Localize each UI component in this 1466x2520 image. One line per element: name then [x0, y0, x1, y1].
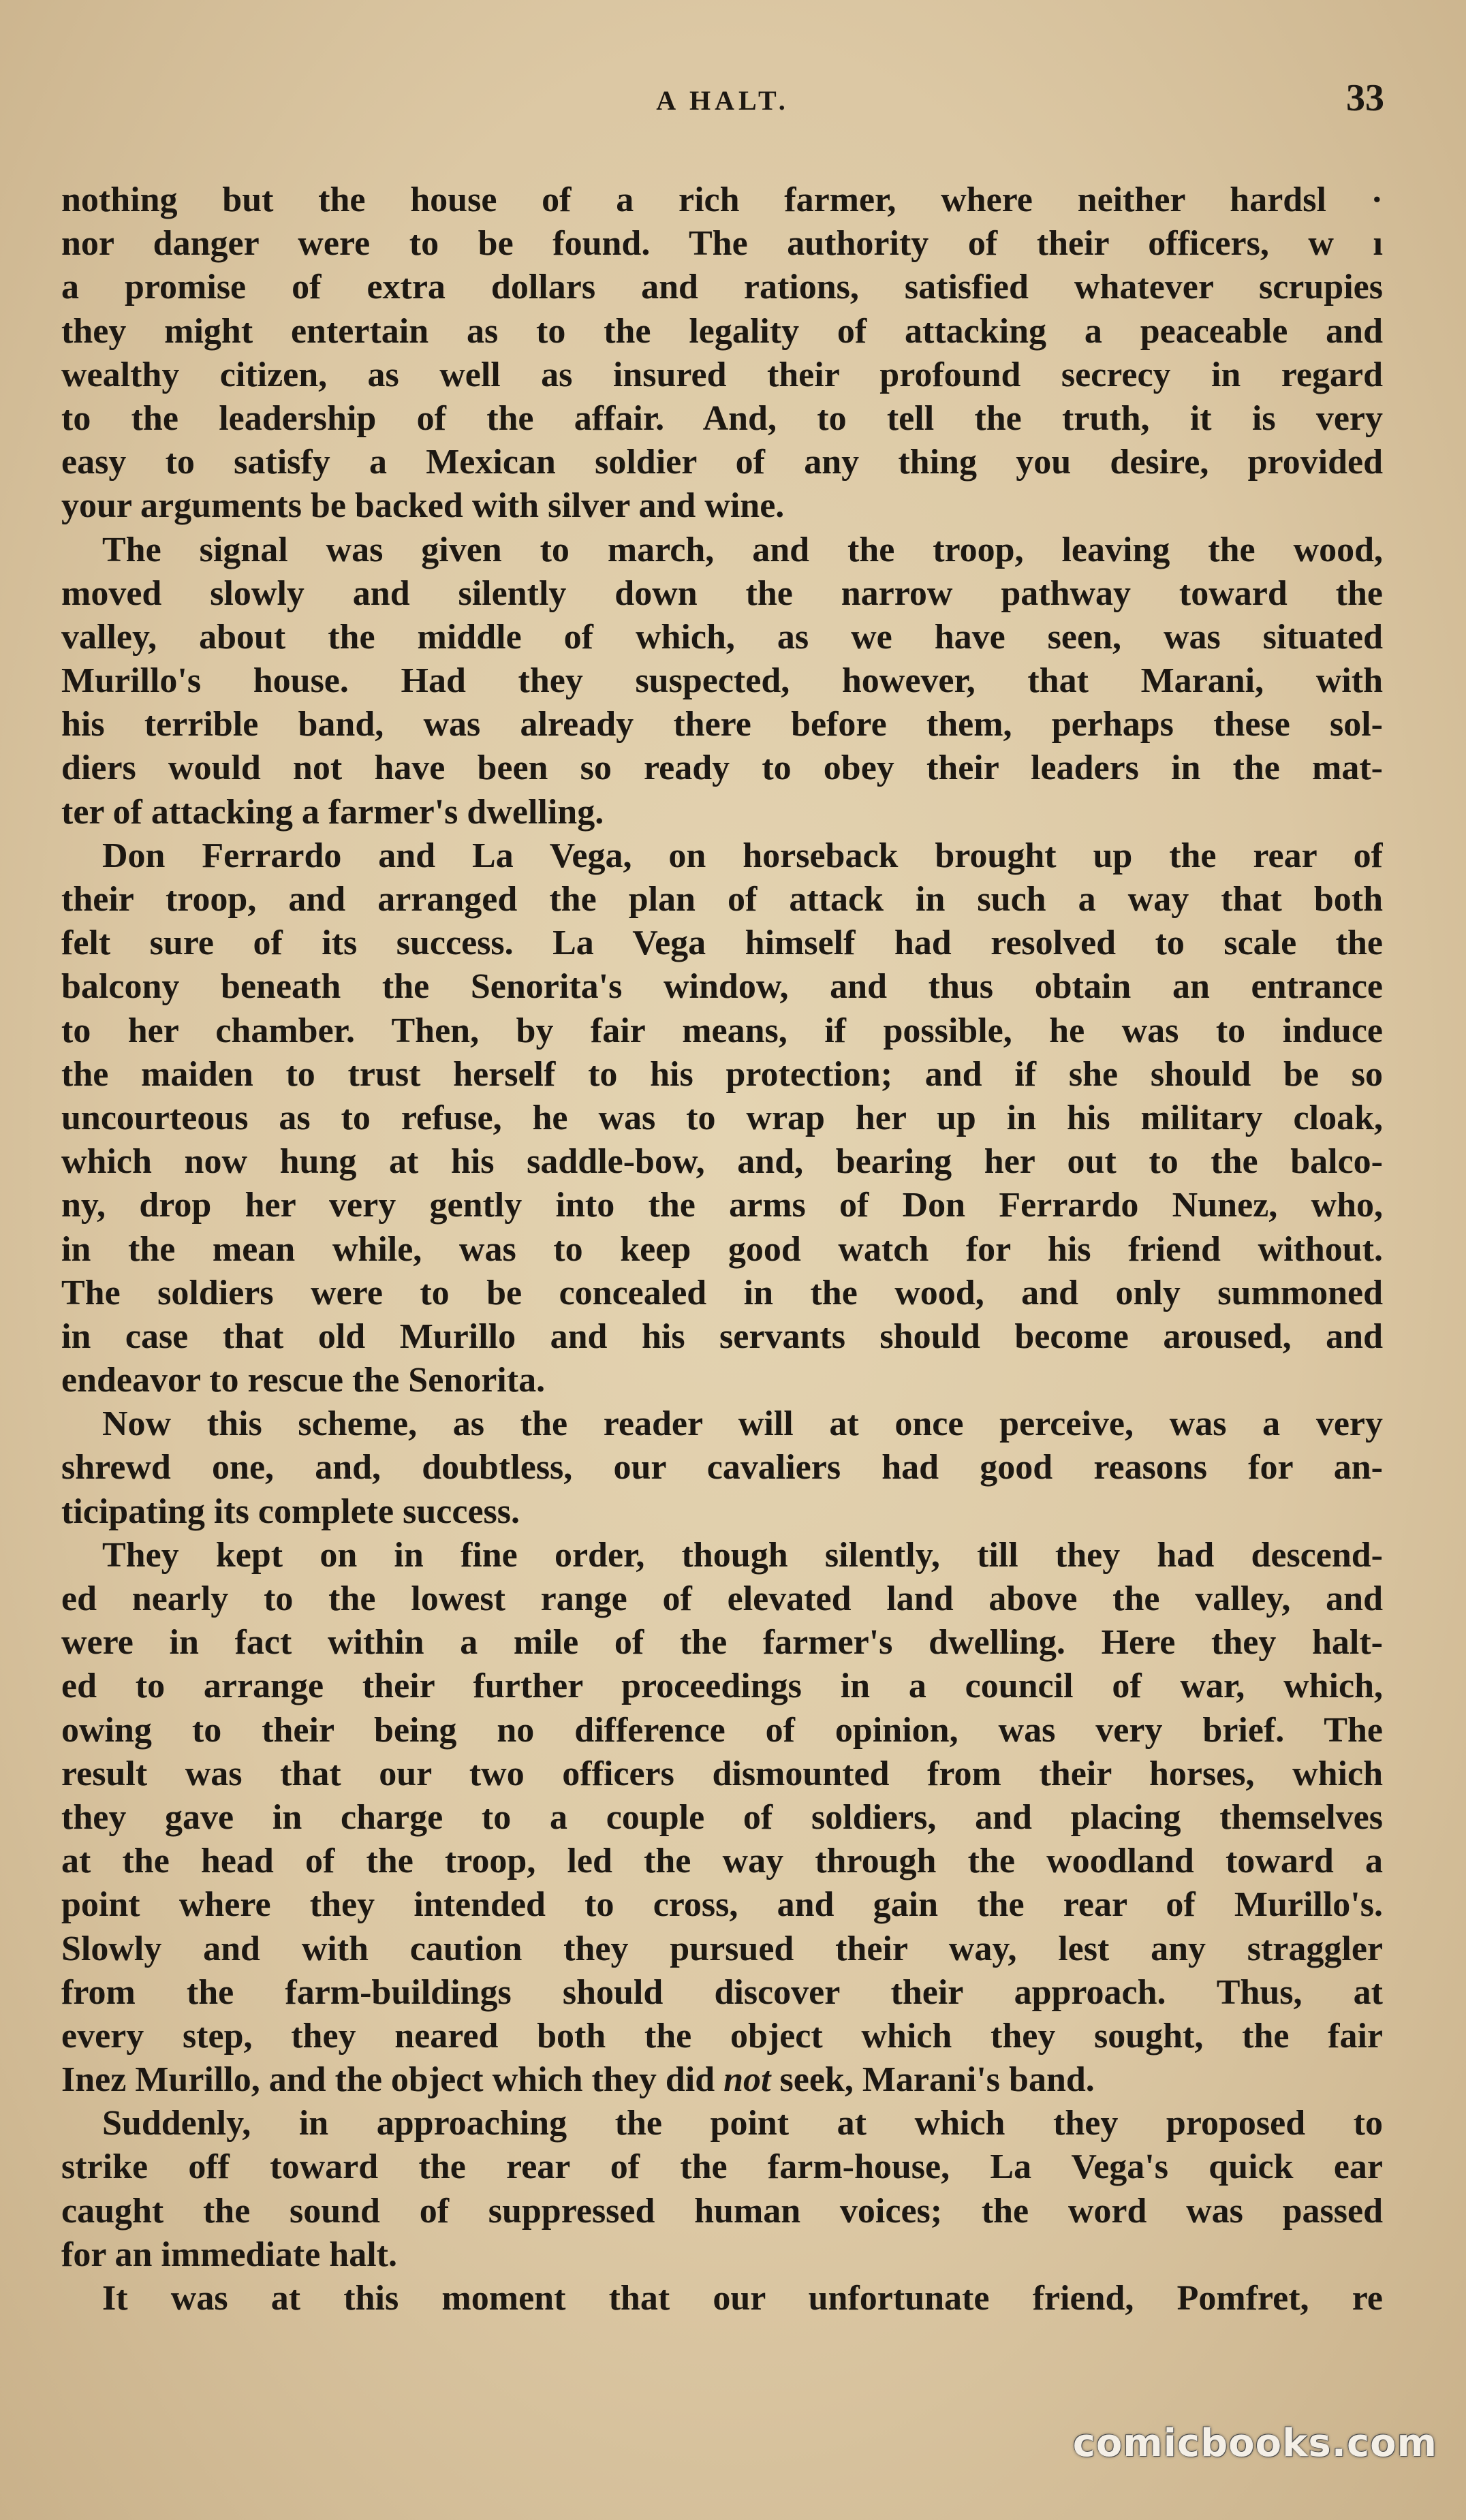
- text-line: Now this scheme, as the reader will at once perceive, was a very: [102, 1404, 1383, 1444]
- text-line: wealthy citizen, as well as insured their profound secrecy in regard: [61, 355, 1383, 394]
- text-line: ticipating its complete success.: [61, 1492, 520, 1531]
- text-line: every step, they neared both the object which they sought, the fair: [61, 2016, 1383, 2056]
- text-line: which now hung at his saddle-bow, and, bearing her out to the balco-: [61, 1142, 1383, 1182]
- text-line: valley, about the middle of which, as we have seen, was situated: [61, 617, 1383, 657]
- running-title: A HALT.: [656, 85, 790, 116]
- text-line: uncourteous as to refuse, he was to wrap her up in his military cloak,: [61, 1098, 1383, 1137]
- text-line: Suddenly, in approaching the point at which they proposed to: [102, 2104, 1383, 2143]
- text-line: felt sure of its success. La Vega himself had resolved to scale the: [61, 924, 1383, 963]
- text-line: They kept on in fine order, though silently, till they had descend-: [102, 1535, 1383, 1575]
- text-line: nothing but the house of a rich farmer, where neither hardsl ·: [61, 180, 1383, 219]
- text-line: Slowly and with caution they pursued their way, lest any straggler: [61, 1929, 1383, 1968]
- body-text: [61, 178, 1383, 2320]
- text-line: strike off toward the rear of the farm-house, La Vega's quick ear: [61, 2147, 1383, 2187]
- text-line: ter of attacking a farmer's dwelling.: [61, 792, 604, 832]
- text-line: The soldiers were to be concealed in the wood, and only summoned: [61, 1273, 1383, 1312]
- text-line: the maiden to trust herself to his protection; and if she should be so: [61, 1054, 1383, 1094]
- text-line: point where they intended to cross, and gain the rear of Murillo's.: [61, 1885, 1383, 1925]
- text-line: a promise of extra dollars and rations, satisfied whatever scrupies: [61, 268, 1383, 307]
- text-line: to her chamber. Then, by fair means, if possible, he was to induce: [61, 1011, 1383, 1050]
- watermark: comicbooks.com: [1072, 2421, 1437, 2466]
- text-line: ny, drop her very gently into the arms of Don Ferrardo Nunez, who,: [61, 1186, 1383, 1225]
- text-line: The signal was given to march, and the troop, leaving the wood,: [102, 530, 1383, 569]
- text-line: shrewd one, and, doubtless, our cavaliers had good reasons for an-: [61, 1448, 1383, 1487]
- text-line: owing to their being no difference of opinion, was very brief. The: [61, 1710, 1383, 1750]
- text-line: endeavor to rescue the Senorita.: [61, 1361, 546, 1400]
- text-line: easy to satisfy a Mexican soldier of any thing you desire, provided: [61, 443, 1383, 482]
- text-line: they gave in charge to a couple of soldiers, and placing themselves: [61, 1797, 1383, 1837]
- text-line: your arguments be backed with silver and wine.: [61, 486, 785, 526]
- text-line: Inez Murillo, and the object which they did not seek, Marani's band.: [61, 2060, 1095, 2100]
- text-line: result was that our two officers dismounted from their horses, which: [61, 1754, 1383, 1793]
- text-line: nor danger were to be found. The authority of their officers, w ı: [61, 224, 1383, 264]
- text-line: his terrible band, was already there before them, perhaps these sol-: [61, 705, 1383, 744]
- text-line: caught the sound of suppressed human voices; the word was passed: [61, 2191, 1383, 2231]
- text-line: moved slowly and silently down the narrow pathway toward the: [61, 573, 1383, 613]
- text-line: in the mean while, was to keep good watch for his friend without.: [61, 1229, 1383, 1269]
- text-line: Don Ferrardo and La Vega, on horseback brought up the rear of: [102, 836, 1383, 875]
- text-line: diers would not have been so ready to obey their leaders in the mat-: [61, 749, 1383, 788]
- text-line: they might entertain as to the legality of attacking a peaceable and: [61, 311, 1383, 351]
- text-line: ed nearly to the lowest range of elevated land above the valley, and: [61, 1579, 1383, 1618]
- text-line: ed to arrange their further proceedings in a council of war, which,: [61, 1667, 1383, 1706]
- text-line: balcony beneath the Senorita's window, and thus obtain an entrance: [61, 967, 1383, 1007]
- text-line: Murillo's house. Had they suspected, however, that Marani, with: [61, 661, 1383, 701]
- running-head: [61, 76, 1384, 124]
- text-line: for an immediate halt.: [61, 2235, 397, 2274]
- text-line: It was at this moment that our unfortunate friend, Pomfret, re: [102, 2279, 1383, 2318]
- text-line: were in fact within a mile of the farmer's dwelling. Here they halt-: [61, 1623, 1383, 1663]
- text-line: their troop, and arranged the plan of attack in such a way that both: [61, 880, 1383, 919]
- text-line: to the leadership of the affair. And, to tell the truth, it is very: [61, 398, 1383, 438]
- text-line: in case that old Murillo and his servants should become aroused, and: [61, 1317, 1383, 1356]
- text-line: from the farm-buildings should discover their approach. Thus, at: [61, 1972, 1383, 2012]
- text-line: at the head of the troop, led the way through the woodland toward a: [61, 1842, 1383, 1881]
- page-number: 33: [1346, 77, 1384, 119]
